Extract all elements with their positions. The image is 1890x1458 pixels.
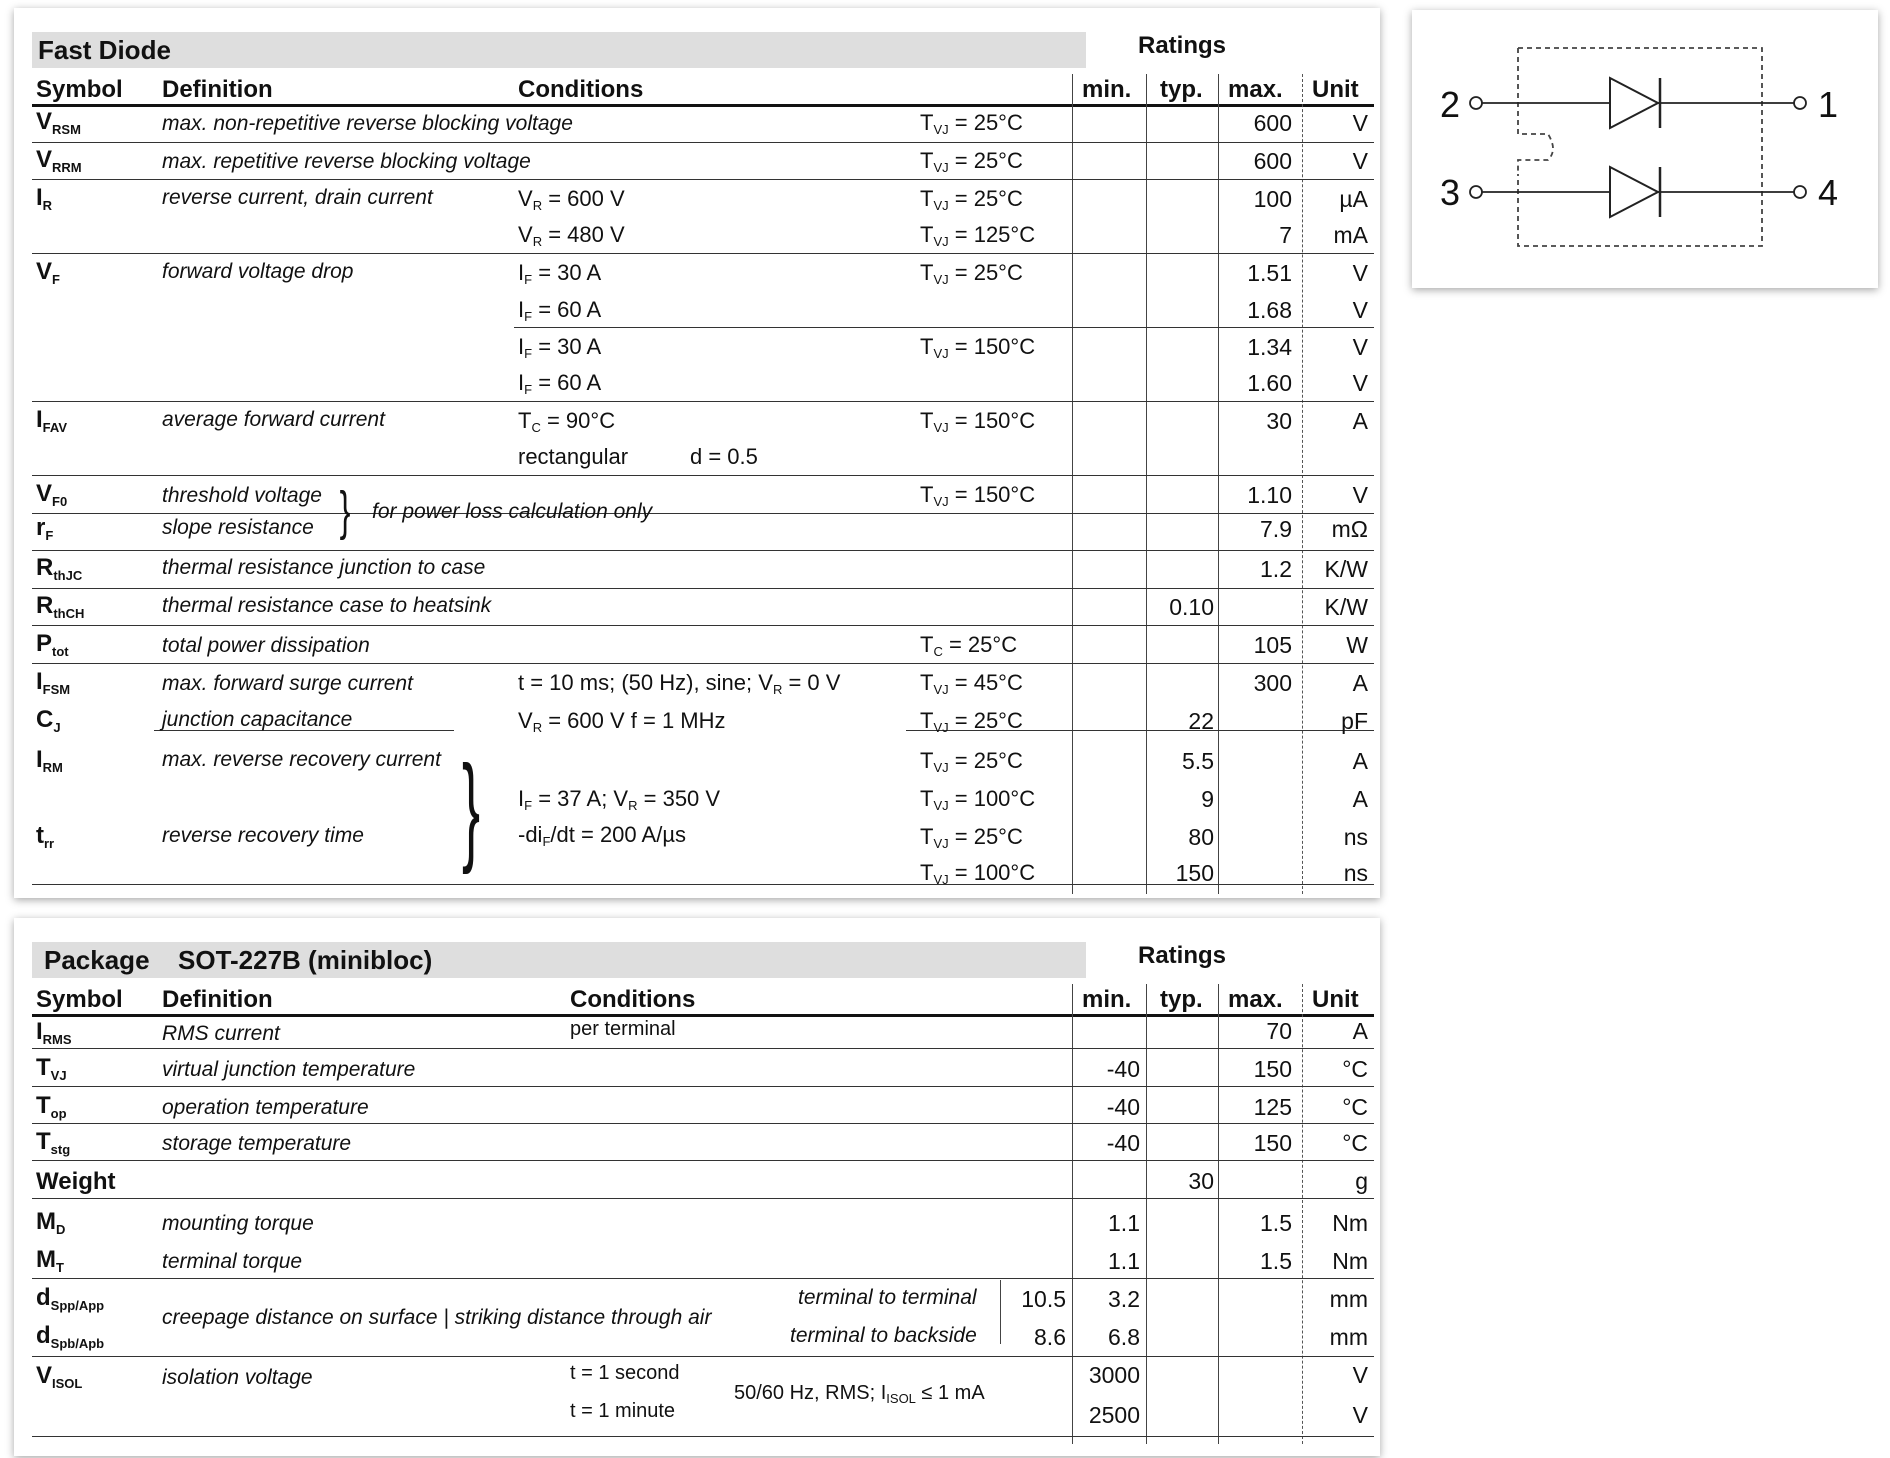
symbol-rthjc: $R_{thJC}$ bbox=[36, 554, 83, 583]
temp-cond-trr-2: $T_{VJ} = 100^\circ C$ bbox=[920, 860, 1036, 887]
symbol-visol: $V_{ISOL}$ bbox=[36, 1362, 83, 1391]
unit-rthch: K/W bbox=[1324, 594, 1368, 620]
symbol-vf0: $V_{F0}$ bbox=[36, 480, 68, 509]
max-ifsm: 300 bbox=[1253, 670, 1292, 696]
cond-recovery-2: $-di_F/dt = 200$ A/µs bbox=[518, 822, 687, 849]
temp-cond-ir-2: $T_{VJ} = 125^\circ C$ bbox=[920, 222, 1036, 249]
definition-rf: slope resistance bbox=[162, 516, 314, 539]
unit-irms: A bbox=[1352, 1018, 1368, 1044]
unit-tvj: °C bbox=[1342, 1056, 1368, 1082]
temp-cond-ir-1: $T_{VJ} = 25^\circ C$ bbox=[920, 186, 1023, 213]
cond-visol-2: t = 1 minute bbox=[570, 1400, 676, 1422]
unit-vrsm: V bbox=[1352, 110, 1368, 136]
cond-ifsm: t = 10 ms; (50 Hz), sine; $V_R = 0$ V bbox=[518, 670, 841, 697]
unit-md: Nm bbox=[1332, 1210, 1368, 1236]
definition-tstg: storage temperature bbox=[162, 1132, 352, 1155]
row-rule bbox=[32, 625, 1374, 626]
unit-mt: Nm bbox=[1332, 1248, 1368, 1274]
min-dspb: 6.8 bbox=[1108, 1324, 1140, 1350]
cond-vf-2: $I_F = 60$ A bbox=[518, 297, 602, 324]
typ-cj: 22 bbox=[1188, 708, 1214, 734]
loss-note: for power loss calculation only bbox=[372, 500, 653, 523]
cond-vf-4: $I_F = 60$ A bbox=[518, 370, 602, 397]
typ-rthch: 0.10 bbox=[1169, 594, 1214, 620]
temp-cond-ptot: $T_C = 25^\circ C$ bbox=[920, 632, 1018, 659]
cond-ifav: $T_C = 90^\circ C$ bbox=[518, 408, 616, 435]
max-vf0: 1.10 bbox=[1247, 482, 1292, 508]
symbol-md: $M_D$ bbox=[36, 1208, 66, 1237]
fast-diode-table bbox=[14, 8, 1380, 898]
definition-top: operation temperature bbox=[162, 1096, 369, 1119]
min-mt: 1.1 bbox=[1108, 1248, 1140, 1274]
min-tvj: -40 bbox=[1106, 1056, 1140, 1082]
header-definition: Definition bbox=[162, 986, 273, 1013]
cond-ir-1: $V_R = 600$ V bbox=[518, 186, 625, 213]
unit-trr-2: ns bbox=[1343, 860, 1368, 886]
max-ptot: 105 bbox=[1253, 632, 1292, 658]
definition-ifsm: max. forward surge current bbox=[162, 672, 413, 695]
temp-cond-trr-1: $T_{VJ} = 25^\circ C$ bbox=[920, 824, 1023, 851]
symbol-ifav: $I_{FAV}$ bbox=[36, 406, 67, 435]
max-irms: 70 bbox=[1266, 1018, 1292, 1044]
header-max: max. bbox=[1228, 986, 1283, 1013]
pin-4-label: 4 bbox=[1818, 172, 1839, 213]
unit-trr-1: ns bbox=[1343, 824, 1368, 850]
cond-ir-2: $V_R = 480$ V bbox=[518, 222, 625, 249]
row-rule bbox=[32, 1086, 1374, 1087]
pin-3-label: 3 bbox=[1440, 172, 1461, 213]
section-title: Fast Diode bbox=[38, 35, 171, 65]
symbol-vf: $V_F$ bbox=[36, 258, 60, 287]
max-vf-3: 1.34 bbox=[1247, 334, 1292, 360]
definition-vrrm: max. repetitive reverse blocking voltage bbox=[162, 150, 531, 173]
definition-cj: junction capacitance bbox=[162, 708, 353, 731]
ratings-label: Ratings bbox=[1138, 32, 1227, 59]
brace-icon: } bbox=[462, 741, 481, 875]
definition-ir: reverse current, drain current bbox=[162, 186, 433, 209]
header-typ: typ. bbox=[1160, 986, 1203, 1013]
temp-cond-vrsm: $T_{VJ} = 25^\circ C$ bbox=[920, 110, 1023, 137]
header-unit: Unit bbox=[1312, 76, 1359, 103]
row-rule bbox=[32, 1278, 1374, 1279]
unit-visol-2: V bbox=[1352, 1402, 1368, 1428]
unit-vf-3: V bbox=[1352, 334, 1368, 360]
col-line bbox=[1072, 74, 1073, 894]
typ-irm-1: 5.5 bbox=[1182, 748, 1214, 774]
definition-visol: isolation voltage bbox=[162, 1366, 313, 1389]
unit-vf0: V bbox=[1352, 482, 1368, 508]
header-min: min. bbox=[1082, 986, 1132, 1013]
typ-trr-1: 80 bbox=[1188, 824, 1214, 850]
unit-vrrm: V bbox=[1352, 148, 1368, 174]
symbol-tstg: $T_{stg}$ bbox=[36, 1128, 71, 1157]
definition-vf0: threshold voltage bbox=[162, 484, 322, 507]
definition-creepage: creepage distance on surface | striking distance through air bbox=[162, 1306, 712, 1329]
definition-tvj: virtual junction temperature bbox=[162, 1058, 416, 1081]
max-md: 1.5 bbox=[1260, 1210, 1292, 1236]
symbol-cj: $C_J$ bbox=[36, 706, 61, 735]
col-line bbox=[1072, 984, 1073, 1444]
cond-dspb: terminal to backside bbox=[790, 1324, 977, 1347]
col-line bbox=[1218, 74, 1219, 894]
unit-vf-4: V bbox=[1352, 370, 1368, 396]
symbol-ifsm: $I_{FSM}$ bbox=[36, 668, 71, 697]
unit-ifsm: A bbox=[1352, 670, 1368, 696]
unit-irm-2: A bbox=[1352, 786, 1368, 812]
cond-dspp: terminal to terminal bbox=[798, 1286, 977, 1309]
col-line bbox=[1000, 1280, 1001, 1344]
header-definition: Definition bbox=[162, 76, 273, 103]
symbol-top: $T_{op}$ bbox=[36, 1092, 67, 1121]
max-tvj: 150 bbox=[1253, 1056, 1292, 1082]
header-typ: typ. bbox=[1160, 76, 1203, 103]
unit-tstg: °C bbox=[1342, 1130, 1368, 1156]
temp-cond-cj: $T_{VJ} = 25^\circ C$ bbox=[920, 708, 1023, 735]
brace-icon: } bbox=[339, 481, 351, 541]
diode-schematic-icon bbox=[1412, 10, 1878, 288]
symbol-irm: $I_{RM}$ bbox=[36, 746, 63, 775]
cond-vf-1: $I_F = 30$ A bbox=[518, 260, 602, 287]
row-rule bbox=[32, 475, 1374, 476]
header-symbol: Symbol bbox=[36, 986, 123, 1013]
cond-recovery-1: $I_F = 37$ A; $V_R = 350$ V bbox=[518, 786, 721, 813]
unit-rthjc: K/W bbox=[1324, 556, 1368, 582]
unit-weight: g bbox=[1355, 1168, 1368, 1194]
row-rule bbox=[32, 1160, 1374, 1161]
definition-ifav: average forward current bbox=[162, 408, 385, 431]
cond-ifav-rect: rectangular bbox=[518, 444, 629, 469]
package-table bbox=[14, 918, 1380, 1456]
row-rule bbox=[32, 253, 1374, 254]
header-conditions: Conditions bbox=[518, 76, 644, 103]
cond-visol-3: 50/60 Hz, RMS; $I_{ISOL} \le 1$ mA bbox=[734, 1382, 985, 1406]
definition-irm: max. reverse recovery current bbox=[162, 748, 441, 771]
temp-cond-vf0: $T_{VJ} = 150^\circ C$ bbox=[920, 482, 1036, 509]
symbol-trr: $t_{rr}$ bbox=[36, 822, 55, 851]
row-rule bbox=[514, 327, 1374, 328]
max-vrrm: 600 bbox=[1253, 148, 1292, 174]
symbol-ir: $I_R$ bbox=[36, 184, 53, 213]
unit-ptot: W bbox=[1346, 632, 1368, 658]
unit-visol-1: V bbox=[1352, 1362, 1368, 1388]
temp-cond-irm-1: $T_{VJ} = 25^\circ C$ bbox=[920, 748, 1023, 775]
temp-cond-vf-3: $T_{VJ} = 150^\circ C$ bbox=[920, 334, 1036, 361]
min-dspp: 3.2 bbox=[1108, 1286, 1140, 1312]
unit-ir-2: mA bbox=[1333, 222, 1368, 248]
min-md: 1.1 bbox=[1108, 1210, 1140, 1236]
symbol-rthch: $R_{thCH}$ bbox=[36, 592, 85, 621]
symbol-irms: $I_{RMS}$ bbox=[36, 1018, 72, 1047]
definition-vrsm: max. non-repetitive reverse blocking voltage bbox=[162, 112, 573, 135]
max-ir-2: 7 bbox=[1279, 222, 1292, 248]
col-line-dashed bbox=[1302, 984, 1303, 1444]
min-visol-2: 2500 bbox=[1088, 1402, 1140, 1428]
symbol-weight: Weight bbox=[36, 1168, 116, 1195]
table-bottom-rule bbox=[32, 1436, 1374, 1437]
pin-1-label: 1 bbox=[1818, 84, 1839, 125]
max-ir-1: 100 bbox=[1253, 186, 1292, 212]
row-rule bbox=[32, 588, 1374, 589]
unit-irm-1: A bbox=[1352, 748, 1368, 774]
definition-rthjc: thermal resistance junction to case bbox=[162, 556, 486, 579]
definition-irms: RMS current bbox=[162, 1022, 280, 1045]
row-rule bbox=[32, 401, 1374, 402]
definition-rthch: thermal resistance case to heatsink bbox=[162, 594, 492, 617]
row-rule bbox=[32, 663, 1374, 664]
header-unit: Unit bbox=[1312, 986, 1359, 1013]
typ-trr-2: 150 bbox=[1175, 860, 1214, 886]
unit-dspb: mm bbox=[1329, 1324, 1368, 1350]
row-rule bbox=[32, 1048, 1374, 1049]
max-rthjc: 1.2 bbox=[1260, 556, 1292, 582]
definition-mt: terminal torque bbox=[162, 1250, 303, 1273]
temp-cond-ifsm: $T_{VJ} = 45^\circ C$ bbox=[920, 670, 1023, 697]
row-rule bbox=[32, 142, 1374, 143]
temp-cond-vf-1: $T_{VJ} = 25^\circ C$ bbox=[920, 260, 1023, 287]
unit-vf-2: V bbox=[1352, 297, 1368, 323]
row-rule bbox=[32, 1198, 1374, 1199]
definition-vf: forward voltage drop bbox=[162, 260, 354, 283]
definition-ptot: total power dissipation bbox=[162, 634, 370, 657]
col-line bbox=[1218, 984, 1219, 1444]
title-bar bbox=[32, 32, 1086, 68]
section-title: Package bbox=[44, 945, 150, 975]
row-rule bbox=[32, 1356, 1374, 1357]
value-dspp: 10.5 bbox=[1021, 1286, 1066, 1312]
unit-dspp: mm bbox=[1329, 1286, 1368, 1312]
symbol-vrrm: $V_{RRM}$ bbox=[36, 146, 82, 175]
max-rf: 7.9 bbox=[1260, 516, 1292, 542]
symbol-mt: $M_T$ bbox=[36, 1246, 64, 1275]
min-top: -40 bbox=[1106, 1094, 1140, 1120]
header-max: max. bbox=[1228, 76, 1283, 103]
definition-md: mounting torque bbox=[162, 1212, 314, 1235]
symbol-vrsm: $V_{RSM}$ bbox=[36, 108, 81, 137]
pin-2-label: 2 bbox=[1440, 84, 1461, 125]
unit-top: °C bbox=[1342, 1094, 1368, 1120]
max-top: 125 bbox=[1253, 1094, 1292, 1120]
unit-ir-1: µA bbox=[1339, 186, 1368, 212]
max-vf-1: 1.51 bbox=[1247, 260, 1292, 286]
row-rule bbox=[32, 1123, 1374, 1124]
value-dspb: 8.6 bbox=[1034, 1324, 1066, 1350]
cond-vf-3: $I_F = 30$ A bbox=[518, 334, 602, 361]
col-line-dashed bbox=[1302, 74, 1303, 894]
unit-cj: pF bbox=[1341, 708, 1368, 734]
cond-ifav-duty: d = 0.5 bbox=[690, 444, 758, 469]
max-vf-4: 1.60 bbox=[1247, 370, 1292, 396]
header-rule bbox=[32, 1014, 1374, 1017]
header-rule bbox=[32, 104, 1374, 107]
col-line bbox=[1146, 74, 1147, 894]
cond-visol-1: t = 1 second bbox=[570, 1362, 680, 1384]
symbol-rf: $r_F$ bbox=[36, 514, 54, 543]
max-tstg: 150 bbox=[1253, 1130, 1292, 1156]
cond-irms: per terminal bbox=[570, 1018, 676, 1040]
ratings-label: Ratings bbox=[1138, 942, 1227, 969]
row-rule bbox=[32, 513, 1374, 514]
temp-cond-ifav: $T_{VJ} = 150^\circ C$ bbox=[920, 408, 1036, 435]
row-rule bbox=[32, 179, 1374, 180]
max-vf-2: 1.68 bbox=[1247, 297, 1292, 323]
temp-cond-irm-2: $T_{VJ} = 100^\circ C$ bbox=[920, 786, 1036, 813]
max-ifav: 30 bbox=[1266, 408, 1292, 434]
min-visol-1: 3000 bbox=[1088, 1362, 1140, 1388]
unit-rf: mΩ bbox=[1331, 516, 1368, 542]
unit-ifav: A bbox=[1352, 408, 1368, 434]
package-type: SOT-227B (minibloc) bbox=[178, 945, 433, 975]
pinout-schematic bbox=[1412, 10, 1878, 288]
col-line bbox=[1146, 984, 1147, 1444]
definition-trr: reverse recovery time bbox=[162, 824, 364, 847]
header-symbol: Symbol bbox=[36, 76, 123, 103]
temp-cond-vrrm: $T_{VJ} = 25^\circ C$ bbox=[920, 148, 1023, 175]
max-mt: 1.5 bbox=[1260, 1248, 1292, 1274]
symbol-ptot: $P_{tot}$ bbox=[36, 630, 69, 659]
typ-weight: 30 bbox=[1188, 1168, 1214, 1194]
cond-cj: $V_R = 600$ V f = 1 MHz bbox=[518, 708, 726, 735]
row-rule bbox=[32, 550, 1374, 551]
header-min: min. bbox=[1082, 76, 1132, 103]
symbol-dspb: $d_{Spb/Apb}$ bbox=[36, 1322, 105, 1351]
symbol-dspp: $d_{Spp/App}$ bbox=[36, 1284, 105, 1313]
min-tstg: -40 bbox=[1106, 1130, 1140, 1156]
header-conditions: Conditions bbox=[570, 986, 696, 1013]
typ-irm-2: 9 bbox=[1201, 786, 1214, 812]
max-vrsm: 600 bbox=[1253, 110, 1292, 136]
symbol-tvj: $T_{VJ}$ bbox=[36, 1054, 67, 1083]
unit-vf-1: V bbox=[1352, 260, 1368, 286]
